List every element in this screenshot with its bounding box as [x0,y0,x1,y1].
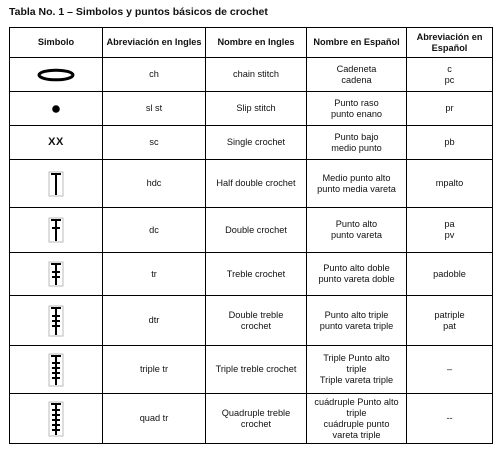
abrev-en-cell: quad tr [103,394,206,444]
name-es-line: Triple vareta triple [319,375,394,385]
table-row [10,208,493,253]
name-es-line: medio punto [331,142,382,153]
name-es-line: punto media vareta [317,183,396,194]
name-en-cell: Half double crochet [206,160,307,208]
name-en-line: Double treble [228,309,284,320]
name-es-cell [307,346,407,394]
chain-stitch-oval-icon [36,68,76,82]
table-row [10,160,493,208]
table-row [10,58,493,92]
name-es-line: cadena [341,74,372,85]
abrev-en-cell: tr [103,253,206,296]
name-es-cell [307,296,407,346]
symbol-cell [10,346,103,394]
abrev-en-cell: dtr [103,296,206,346]
abrev-en-cell: sc [103,126,206,160]
name-es-cell [307,160,407,208]
name-en-cell: Double crochet [206,208,307,253]
abrev-es-cell: mpalto [407,160,493,208]
abrev-en-cell: sl st [103,92,206,126]
name-es-line: vareta triple [332,429,381,440]
name-es-line: cuádruple punto [323,418,390,429]
name-es-line: Punto alto doble [323,263,390,273]
treble-crochet-icon [47,261,65,287]
symbol-cell [10,92,103,126]
table-header-row [10,28,493,58]
abrev-en-cell: triple tr [103,346,206,394]
table-row [10,394,493,444]
quadruple-treble-crochet-icon [47,401,65,437]
header-nombre-ingles: Nombre en Ingles [206,28,307,58]
name-es-cell [307,58,407,92]
name-en-line: Quadruple treble [221,407,291,418]
abrev-en-cell: hdc [103,160,206,208]
abrev-es-cell [407,58,493,92]
double-crochet-icon [47,217,65,243]
abrev-es-line: pv [444,230,455,240]
abrev-es-line: patriple [434,309,465,320]
name-es-line: triple [346,407,367,418]
name-es-cell [307,394,407,444]
symbol-cell [10,58,103,92]
symbol-cell [10,160,103,208]
name-en-cell: Single crochet [206,126,307,160]
half-double-crochet-icon [47,171,65,197]
name-en-line: crochet [240,320,272,331]
slip-stitch-dot-icon [50,103,62,115]
header-nombre-espanol: Nombre en Español [307,28,407,58]
header-abrev-ingles: Abreviación en Ingles [103,28,206,58]
abrev-es-cell: – [407,346,493,394]
symbol-cell [10,208,103,253]
name-es-line: Triple Punto alto [323,353,390,363]
symbol-cell [10,296,103,346]
name-es-line: Punto alto triple [324,309,389,320]
name-es-line: triple [346,364,367,374]
name-es-line: Punto bajo [334,131,379,142]
name-es-line: punto vareta doble [318,274,395,284]
triple-treble-crochet-icon [47,353,65,387]
name-en-cell: Triple treble crochet [206,346,307,394]
name-es-line: Cadeneta [336,63,377,74]
symbol-cell [10,253,103,296]
abrev-es-line: pc [444,74,455,85]
name-en-cell: chain stitch [206,58,307,92]
symbol-cell [10,126,103,160]
symbol-cell [10,394,103,444]
table-row [10,346,493,394]
table-row [10,253,493,296]
abrev-es-line: pa [444,219,455,229]
name-en-cell [206,394,307,444]
name-es-cell [307,208,407,253]
name-es-line: punto vareta triple [319,320,394,331]
abrev-es-line: c [447,63,452,74]
abrev-en-cell: dc [103,208,206,253]
name-es-cell [307,126,407,160]
header-abrev-espanol: Abreviación en Español [407,28,493,58]
name-es-cell [307,253,407,296]
table-row [10,296,493,346]
single-crochet-xx-icon: XX [48,136,64,148]
name-es-line: Medio punto alto [322,172,391,183]
table-row [10,126,493,160]
abrev-en-cell: ch [103,58,206,92]
double-treble-crochet-icon [47,305,65,337]
abrev-es-cell: -- [407,394,493,444]
abrev-es-cell [407,296,493,346]
crochet-symbols-table [9,27,493,444]
name-en-cell: Treble crochet [206,253,307,296]
abrev-es-cell: pb [407,126,493,160]
name-es-line: punto enano [330,108,383,119]
page-title: Tabla No. 1 – Simbolos y puntos básicos de crochet [9,6,268,18]
name-es-line: punto vareta [330,230,383,240]
name-es-cell [307,92,407,126]
name-es-line: Punto raso [334,97,379,108]
abrev-es-cell: padoble [407,253,493,296]
name-en-cell [206,296,307,346]
name-es-line: Punto alto [335,219,378,229]
name-en-line: crochet [240,418,272,429]
abrev-es-cell [407,208,493,253]
name-en-cell: Slip stitch [206,92,307,126]
abrev-es-line: pat [443,320,456,331]
abrev-es-cell: pr [407,92,493,126]
table-row [10,92,493,126]
name-es-line: cuádruple Punto alto [314,396,399,407]
header-simbolo: Simbolo [10,28,103,58]
